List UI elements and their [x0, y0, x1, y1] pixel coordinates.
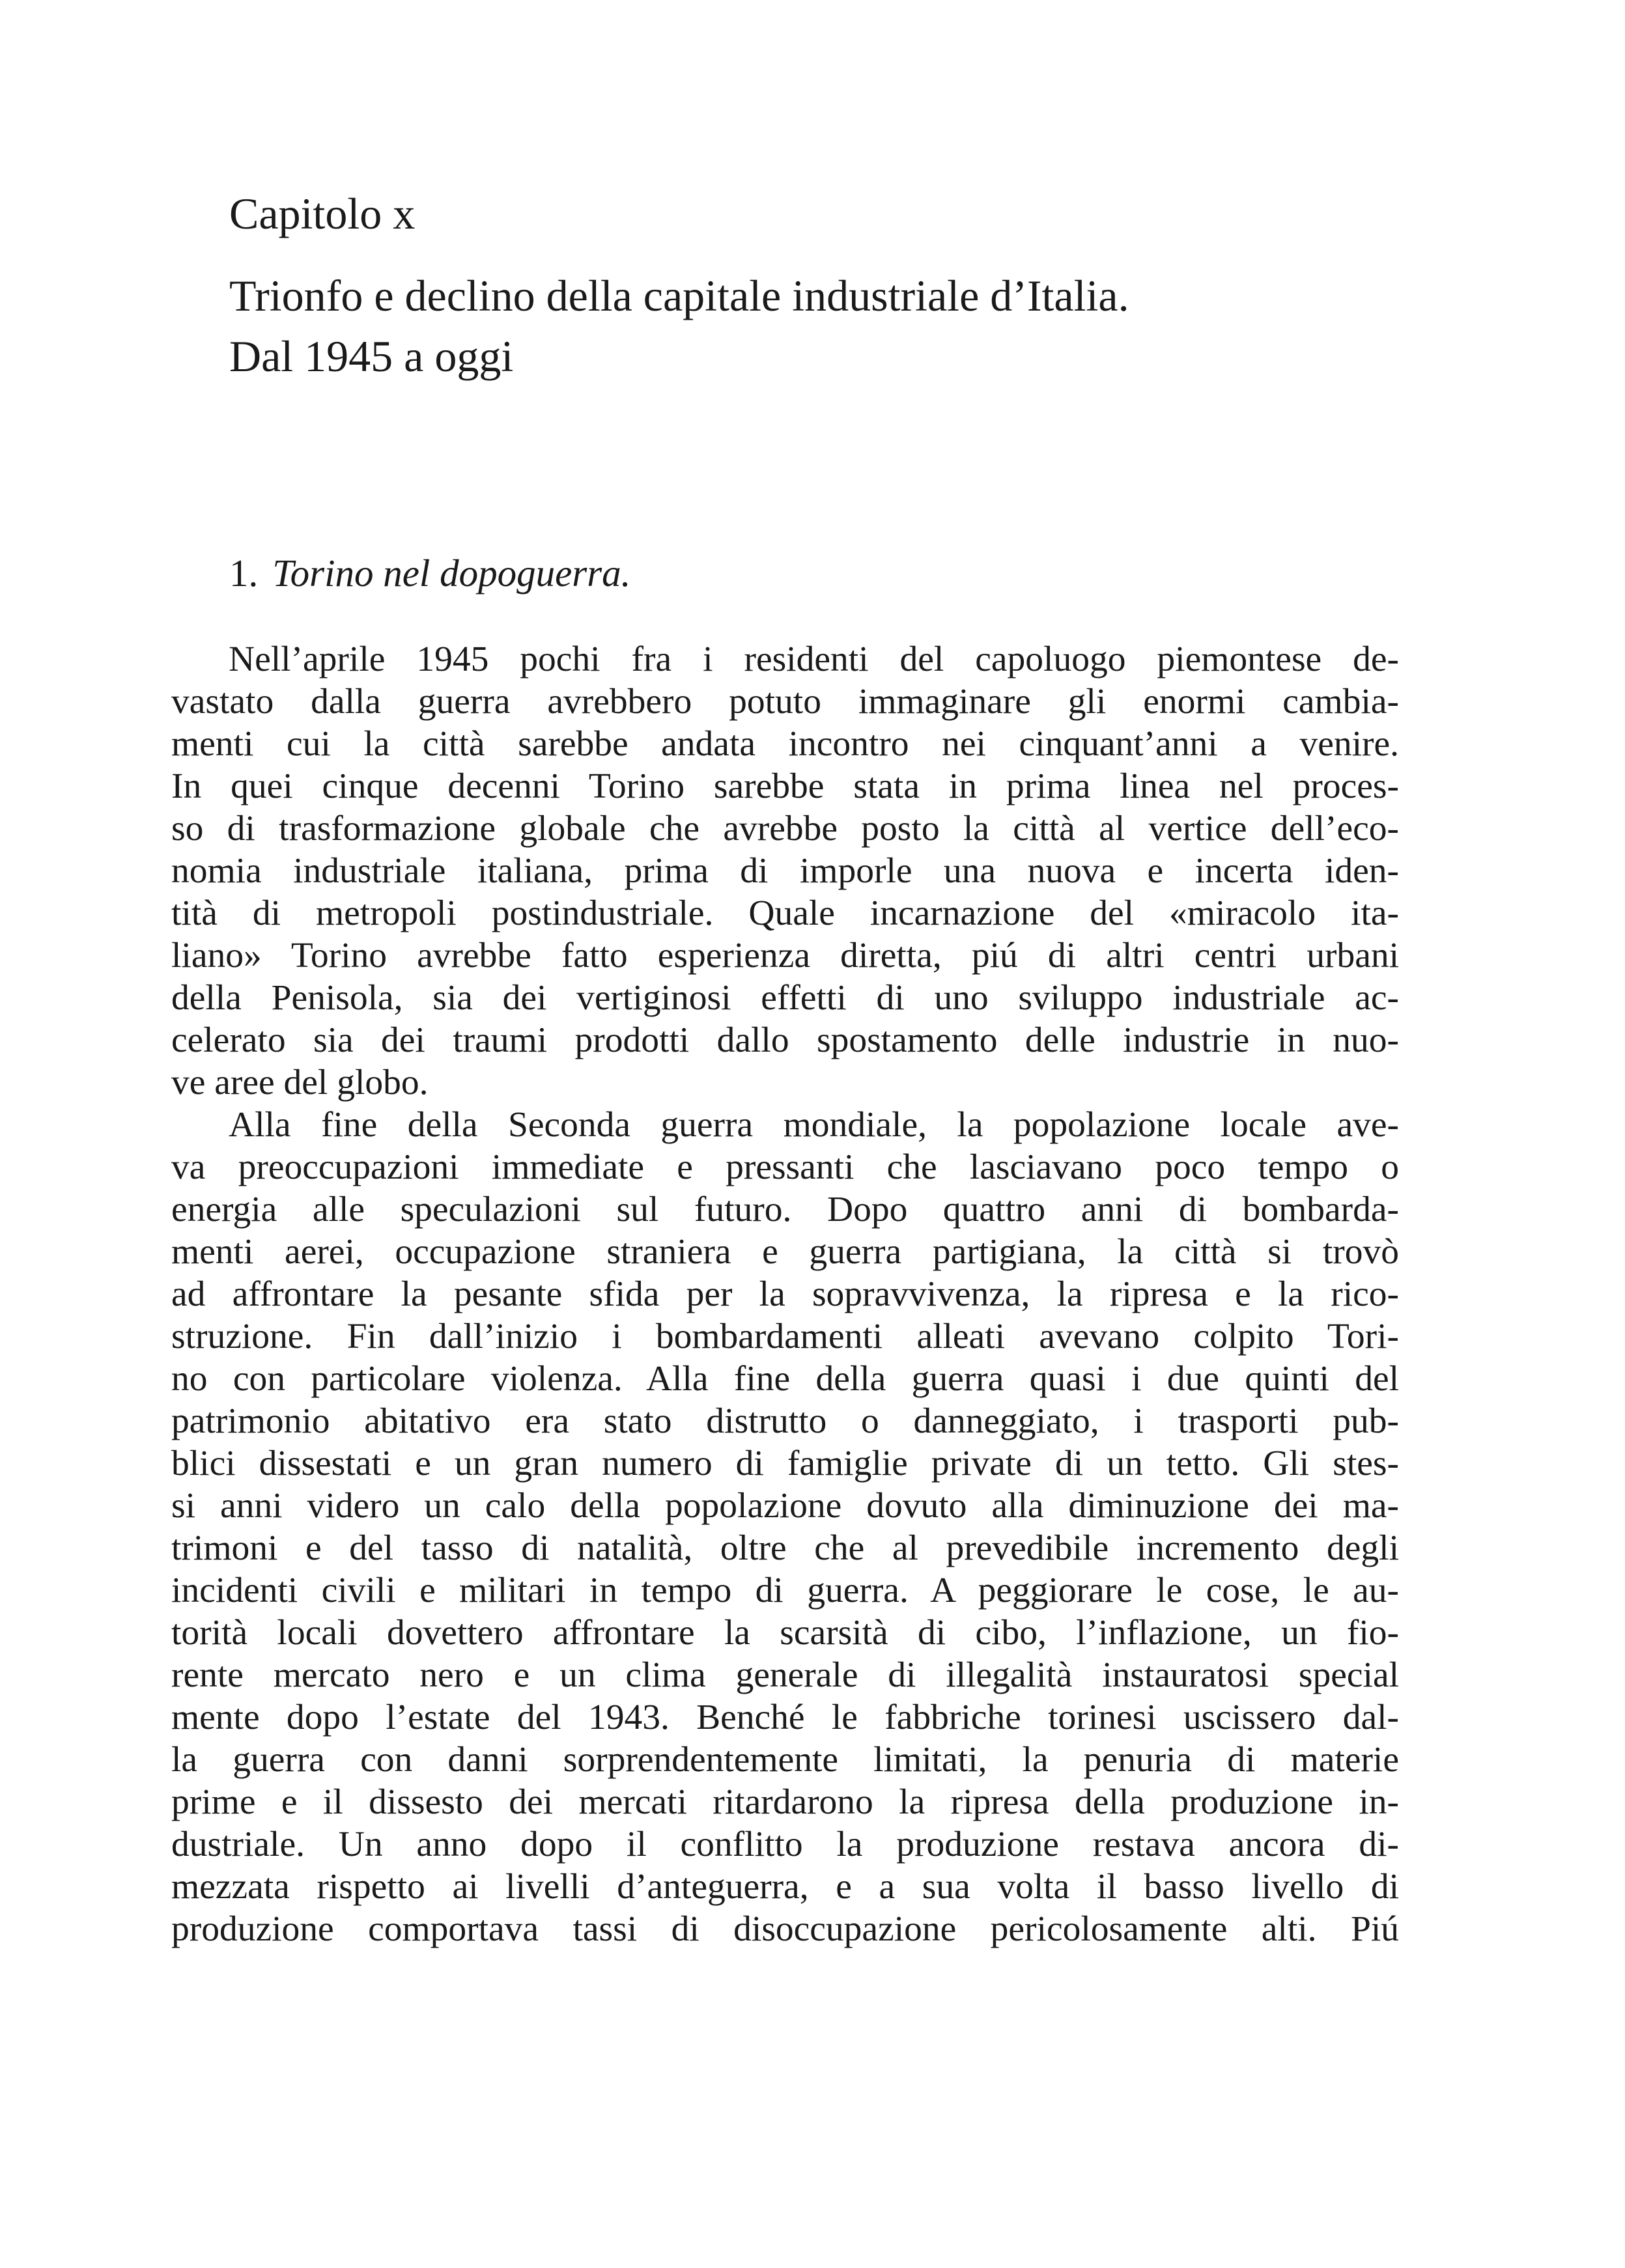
- text-line: mezzata rispetto ai livelli d’anteguerra, e a sua volta il basso livello di: [171, 1867, 1399, 1907]
- text-line: va preoccupazioni immediate e pressanti che lasciavano poco tempo o: [171, 1147, 1399, 1187]
- chapter-label: Capitolo x: [229, 189, 416, 238]
- text-line: ve aree del globo.: [171, 1063, 429, 1102]
- text-line: ad affrontare la pesante sfida per la sopravvivenza, la ripresa e la rico-: [171, 1274, 1399, 1314]
- text-line: torità locali dovettero affrontare la scarsità di cibo, l’inflazione, un fio-: [171, 1613, 1399, 1653]
- text-line: In quei cinque decenni Torino sarebbe stata in prima linea nel proces-: [171, 766, 1399, 806]
- text-line: incidenti civili e militari in tempo di guerra. A peggiorare le cose, le au-: [171, 1571, 1399, 1610]
- chapter-title-line: Dal 1945 a oggi: [229, 331, 514, 381]
- text-line: Nell’aprile 1945 pochi fra i residenti del capoluogo piemontese de-: [229, 639, 1399, 679]
- text-line: prime e il dissesto dei mercati ritardarono la ripresa della produzione in-: [171, 1782, 1399, 1822]
- text-line: trimoni e del tasso di natalità, oltre che al prevedibile incremento degli: [171, 1528, 1399, 1568]
- section-heading: [229, 547, 630, 599]
- body-text: [171, 638, 1399, 1950]
- text-line: energia alle speculazioni sul futuro. Dopo quattro anni di bombarda-: [171, 1190, 1399, 1229]
- text-line: menti aerei, occupazione straniera e guerra partigiana, la città si trovò: [171, 1232, 1399, 1272]
- text-line: struzione. Fin dall’inizio i bombardamenti alleati avevano colpito Tori-: [171, 1317, 1399, 1356]
- text-line: della Penisola, sia dei vertiginosi effetti di uno sviluppo industriale ac-: [171, 978, 1399, 1018]
- text-line: no con particolare violenza. Alla fine della guerra quasi i due quinti del: [171, 1359, 1399, 1399]
- text-line: celerato sia dei traumi prodotti dallo spostamento delle industrie in nuo-: [171, 1020, 1399, 1060]
- text-line: nomia industriale italiana, prima di imporle una nuova e incerta iden-: [171, 851, 1399, 891]
- text-line: patrimonio abitativo era stato distrutto o danneggiato, i trasporti pub-: [171, 1401, 1399, 1441]
- text-line: liano» Torino avrebbe fatto esperienza diretta, piú di altri centri urbani: [171, 936, 1399, 975]
- text-line: rente mercato nero e un clima generale di illegalità instauratosi special: [171, 1655, 1399, 1695]
- chapter-title: [229, 266, 1129, 387]
- text-line: dustriale. Un anno dopo il conflitto la produzione restava ancora di-: [171, 1825, 1399, 1864]
- text-line: blici dissestati e un gran numero di famiglie private di un tetto. Gli stes-: [171, 1444, 1399, 1483]
- text-line: vastato dalla guerra avrebbero potuto immaginare gli enormi cambia-: [171, 682, 1399, 721]
- text-line: menti cui la città sarebbe andata incontro nei cinquant’anni a venire.: [171, 724, 1399, 764]
- chapter-title-line: Trionfo e declino della capitale industriale d’Italia.: [229, 271, 1129, 320]
- text-line: produzione comportava tassi di disoccupazione pericolosamente alti. Piú: [171, 1909, 1399, 1949]
- section-title: Torino nel dopoguerra.: [272, 552, 631, 595]
- text-line: so di trasformazione globale che avrebbe posto la città al vertice dell’eco-: [171, 809, 1399, 848]
- text-line: mente dopo l’estate del 1943. Benché le fabbriche torinesi uscissero dal-: [171, 1698, 1399, 1737]
- text-line: si anni videro un calo della popolazione dovuto alla diminuzione dei ma-: [171, 1486, 1399, 1526]
- section-number: 1.: [229, 552, 259, 595]
- text-line: tità di metropoli postindustriale. Quale incarnazione del «miracolo ita-: [171, 893, 1399, 933]
- text-line: Alla fine della Seconda guerra mondiale, la popolazione locale ave-: [229, 1105, 1399, 1145]
- text-line: la guerra con danni sorprendentemente limitati, la penuria di materie: [171, 1740, 1399, 1780]
